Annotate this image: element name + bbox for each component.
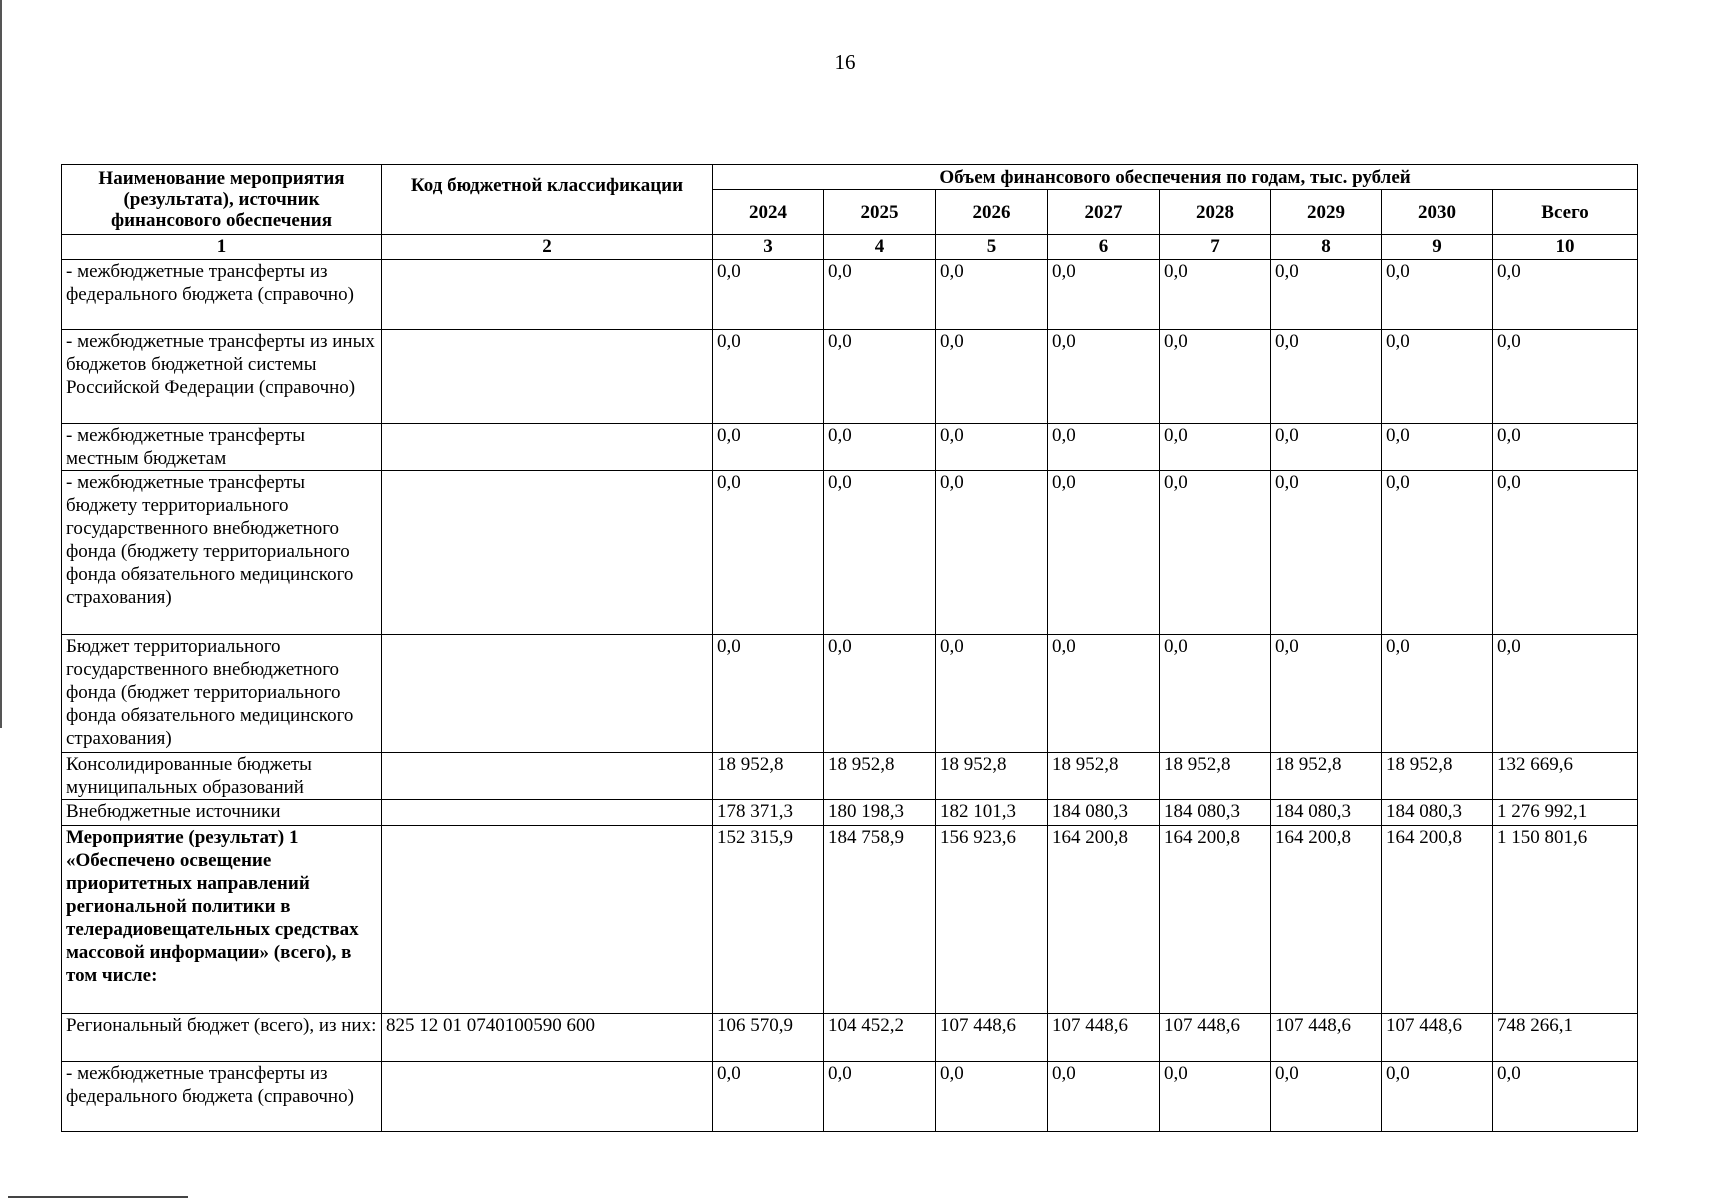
row-year-value: 0,0 [1048, 260, 1160, 330]
row-budget-code [382, 800, 713, 826]
header-year: 2027 [1048, 190, 1160, 235]
scan-bottom-mark [8, 1196, 188, 1198]
row-year-value: 0,0 [936, 424, 1048, 471]
table-row [62, 635, 1638, 753]
table-row [62, 1062, 1638, 1132]
row-year-value: 0,0 [713, 260, 824, 330]
table-row [62, 260, 1638, 330]
table-row [62, 753, 1638, 800]
row-year-value: 0,0 [824, 1062, 936, 1132]
row-total-value: 748 266,1 [1493, 1014, 1638, 1062]
row-year-value: 18 952,8 [824, 753, 936, 800]
row-name: Консолидированные бюджеты муниципальных образований [62, 753, 382, 800]
row-year-value: 0,0 [1160, 260, 1271, 330]
row-total-value: 1 150 801,6 [1493, 826, 1638, 1014]
row-year-value: 18 952,8 [1160, 753, 1271, 800]
table-body [62, 260, 1638, 1132]
row-name: - межбюджетные трансферты из федерального бюджета (справочно) [62, 260, 382, 330]
row-year-value: 0,0 [1271, 330, 1382, 424]
header-year: 2030 [1382, 190, 1493, 235]
table-row [62, 800, 1638, 826]
row-name: - межбюджетные трансферты из иных бюджетов бюджетной системы Российской Федерации (справочно) [62, 330, 382, 424]
row-total-value: 0,0 [1493, 330, 1638, 424]
row-year-value: 0,0 [1160, 424, 1271, 471]
row-name: Мероприятие (результат) 1 «Обеспечено освещение приоритетных направлений региональной политики в телерадиовещательных средствах массовой информации» (всего), в том числе: [62, 826, 382, 1014]
row-year-value: 0,0 [1048, 635, 1160, 753]
column-number: 10 [1493, 235, 1638, 260]
row-total-value: 0,0 [1493, 471, 1638, 635]
row-year-value: 0,0 [1382, 330, 1493, 424]
row-year-value: 164 200,8 [1382, 826, 1493, 1014]
row-budget-code [382, 753, 713, 800]
column-number: 3 [713, 235, 824, 260]
row-name: Региональный бюджет (всего), из них: [62, 1014, 382, 1062]
row-year-value: 0,0 [1271, 635, 1382, 753]
header-year: 2029 [1271, 190, 1382, 235]
row-name: - межбюджетные трансферты местным бюджетам [62, 424, 382, 471]
row-year-value: 0,0 [824, 330, 936, 424]
header-year: 2025 [824, 190, 936, 235]
row-total-value: 0,0 [1493, 424, 1638, 471]
row-year-value: 184 758,9 [824, 826, 936, 1014]
row-name: - межбюджетные трансферты бюджету территориального государственного внебюджетного фонда (бюджету территориального фонда обязательного медицинского страхования) [62, 471, 382, 635]
row-budget-code: 825 12 01 0740100590 600 [382, 1014, 713, 1062]
row-year-value: 107 448,6 [936, 1014, 1048, 1062]
row-year-value: 184 080,3 [1382, 800, 1493, 826]
table-row [62, 471, 1638, 635]
table-header [62, 165, 1638, 260]
row-year-value: 107 448,6 [1382, 1014, 1493, 1062]
row-year-value: 156 923,6 [936, 826, 1048, 1014]
row-year-value: 107 448,6 [1160, 1014, 1271, 1062]
row-total-value: 0,0 [1493, 1062, 1638, 1132]
row-name: - межбюджетные трансферты из федерального бюджета (справочно) [62, 1062, 382, 1132]
row-year-value: 0,0 [1160, 635, 1271, 753]
header-year: 2024 [713, 190, 824, 235]
row-year-value: 0,0 [713, 635, 824, 753]
row-year-value: 0,0 [713, 424, 824, 471]
header-code: Код бюджетной классификации [382, 165, 713, 235]
row-year-value: 107 448,6 [1271, 1014, 1382, 1062]
column-number: 7 [1160, 235, 1271, 260]
row-year-value: 0,0 [1160, 1062, 1271, 1132]
row-total-value: 132 669,6 [1493, 753, 1638, 800]
row-year-value: 0,0 [1048, 471, 1160, 635]
column-number: 9 [1382, 235, 1493, 260]
row-year-value: 18 952,8 [936, 753, 1048, 800]
row-total-value: 0,0 [1493, 260, 1638, 330]
row-year-value: 0,0 [1382, 635, 1493, 753]
row-year-value: 18 952,8 [1048, 753, 1160, 800]
row-name: Внебюджетные источники [62, 800, 382, 826]
row-year-value: 0,0 [713, 1062, 824, 1132]
row-total-value: 1 276 992,1 [1493, 800, 1638, 826]
header-year: 2028 [1160, 190, 1271, 235]
row-year-value: 0,0 [936, 1062, 1048, 1132]
header-total: Всего [1493, 190, 1638, 235]
column-number-row [62, 235, 1638, 260]
column-number: 6 [1048, 235, 1160, 260]
financing-table [61, 164, 1638, 1132]
row-year-value: 0,0 [936, 471, 1048, 635]
column-number: 8 [1271, 235, 1382, 260]
row-year-value: 178 371,3 [713, 800, 824, 826]
row-year-value: 18 952,8 [713, 753, 824, 800]
header-volume: Объем финансового обеспечения по годам, тыс. рублей [713, 165, 1638, 190]
row-year-value: 184 080,3 [1160, 800, 1271, 826]
row-year-value: 0,0 [713, 330, 824, 424]
column-number: 4 [824, 235, 936, 260]
row-year-value: 152 315,9 [713, 826, 824, 1014]
row-year-value: 184 080,3 [1271, 800, 1382, 826]
row-year-value: 107 448,6 [1048, 1014, 1160, 1062]
row-year-value: 0,0 [1382, 424, 1493, 471]
table-row [62, 1014, 1638, 1062]
row-year-value: 0,0 [936, 330, 1048, 424]
row-year-value: 0,0 [713, 471, 824, 635]
row-year-value: 0,0 [824, 260, 936, 330]
row-year-value: 0,0 [1271, 1062, 1382, 1132]
row-budget-code [382, 826, 713, 1014]
row-year-value: 0,0 [1382, 1062, 1493, 1132]
row-year-value: 0,0 [936, 260, 1048, 330]
scan-edge-line [0, 0, 2, 728]
row-budget-code [382, 635, 713, 753]
row-year-value: 180 198,3 [824, 800, 936, 826]
row-budget-code [382, 1062, 713, 1132]
row-year-value: 0,0 [1048, 424, 1160, 471]
header-year: 2026 [936, 190, 1048, 235]
row-year-value: 164 200,8 [1271, 826, 1382, 1014]
row-year-value: 0,0 [936, 635, 1048, 753]
row-year-value: 0,0 [1160, 330, 1271, 424]
column-number: 5 [936, 235, 1048, 260]
row-year-value: 0,0 [1382, 471, 1493, 635]
row-year-value: 182 101,3 [936, 800, 1048, 826]
header-name: Наименование мероприятия (результата), источник финансового обеспечения [62, 165, 382, 235]
table-row [62, 330, 1638, 424]
row-year-value: 18 952,8 [1271, 753, 1382, 800]
row-year-value: 0,0 [1160, 471, 1271, 635]
row-year-value: 164 200,8 [1048, 826, 1160, 1014]
row-year-value: 0,0 [824, 635, 936, 753]
row-year-value: 18 952,8 [1382, 753, 1493, 800]
row-year-value: 106 570,9 [713, 1014, 824, 1062]
row-budget-code [382, 471, 713, 635]
row-year-value: 0,0 [824, 471, 936, 635]
row-year-value: 104 452,2 [824, 1014, 936, 1062]
row-year-value: 0,0 [1271, 260, 1382, 330]
table-row [62, 424, 1638, 471]
page-number: 16 [834, 50, 856, 74]
row-year-value: 0,0 [824, 424, 936, 471]
column-number: 2 [382, 235, 713, 260]
row-year-value: 164 200,8 [1160, 826, 1271, 1014]
row-year-value: 0,0 [1382, 260, 1493, 330]
row-year-value: 184 080,3 [1048, 800, 1160, 826]
row-name: Бюджет территориального государственного внебюджетного фонда (бюджет территориального фонда обязательного медицинского страхования) [62, 635, 382, 753]
column-number: 1 [62, 235, 382, 260]
row-year-value: 0,0 [1271, 424, 1382, 471]
row-budget-code [382, 424, 713, 471]
row-budget-code [382, 260, 713, 330]
row-year-value: 0,0 [1048, 1062, 1160, 1132]
row-year-value: 0,0 [1271, 471, 1382, 635]
table-row [62, 826, 1638, 1014]
row-budget-code [382, 330, 713, 424]
row-total-value: 0,0 [1493, 635, 1638, 753]
row-year-value: 0,0 [1048, 330, 1160, 424]
